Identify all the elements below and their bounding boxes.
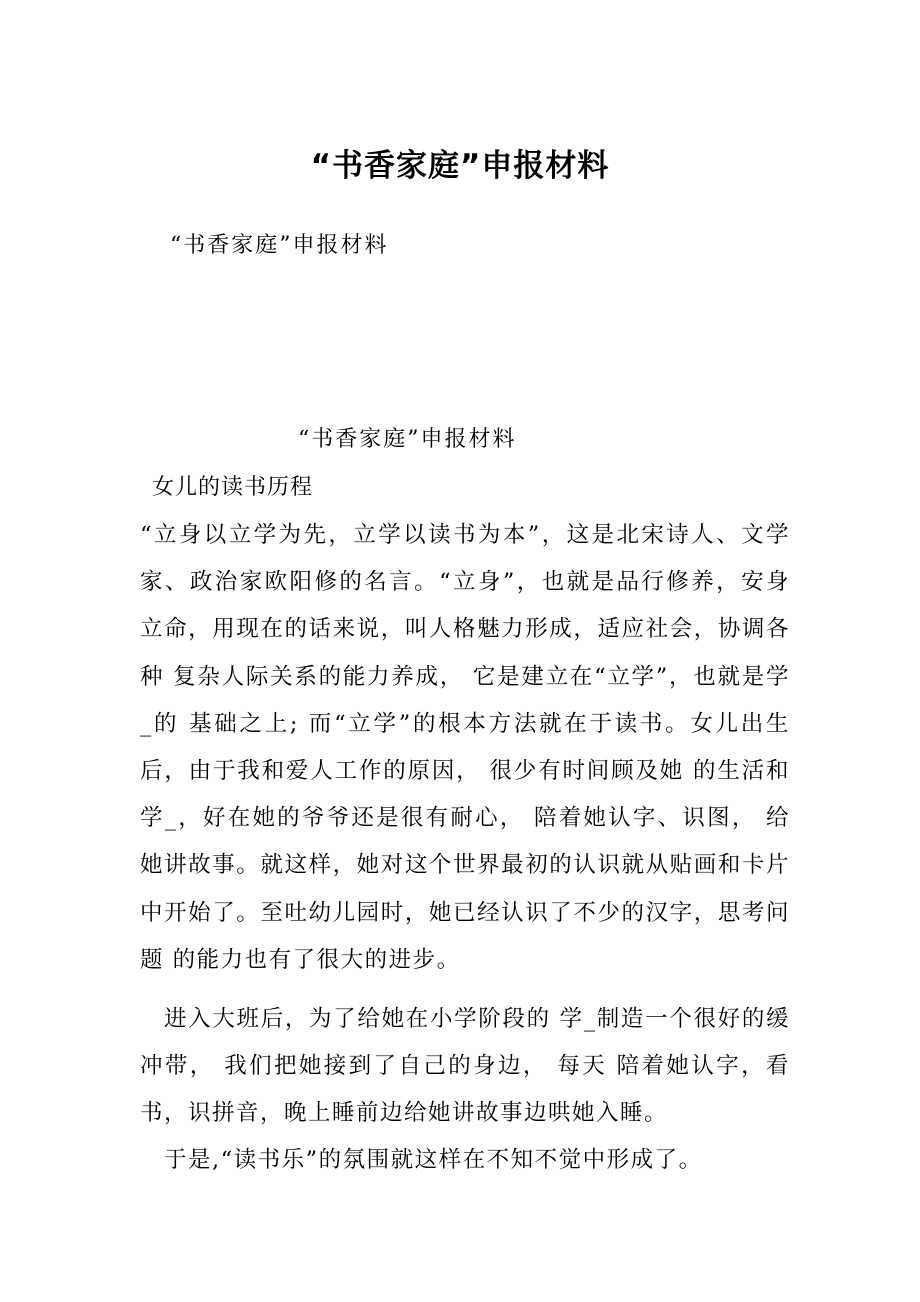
document-title: “书香家庭”申报材料 bbox=[310, 148, 610, 184]
paragraph-3: 于是,“读书乐”的氛围就这样在不知不觉中形成了。 bbox=[164, 1147, 703, 1173]
inner-title: “书香家庭”申报材料 bbox=[298, 427, 517, 452]
document-subtitle: “书香家庭”申报材料 bbox=[170, 233, 389, 258]
paragraph-1: “立身以立学为先，立学以读书为本”，这是北宋诗人、文学家、政治家欧阳修的名言。“立身”，也就是品行修养，安身 立命，用现在的话来说，叫人格魅力形成，适应社会，协调各种 复杂人际关系的能力养成， 它是建立在“立学”，也就是学_的 基础之上; 而“立学”的根本方法就在于读书。女儿出生后，由于我和爱人工作的原因， 很少有时间顾及她 的生活和学_，好在她的爷爷还是很有耐心， 陪着她认字、识图， 给她讲故事。就这样，她对这个世界最初的认识就从贴画和卡片 中开始了。至吐幼儿园时，她已经认识了不少的汉字，思考问题 的能力也有了很大的进步。 bbox=[140, 522, 790, 973]
paragraph-2: 进入大班后，为了给她在小学阶段的 学_制造一个很好的缓冲带， 我们把她接到了自己的身边， 每天 陪着她认字，看书，识拼音，晚上睡前边给她讲故事边哄她入睡。 bbox=[140, 1006, 790, 1127]
section-heading: 女儿的读书历程 bbox=[152, 475, 314, 500]
